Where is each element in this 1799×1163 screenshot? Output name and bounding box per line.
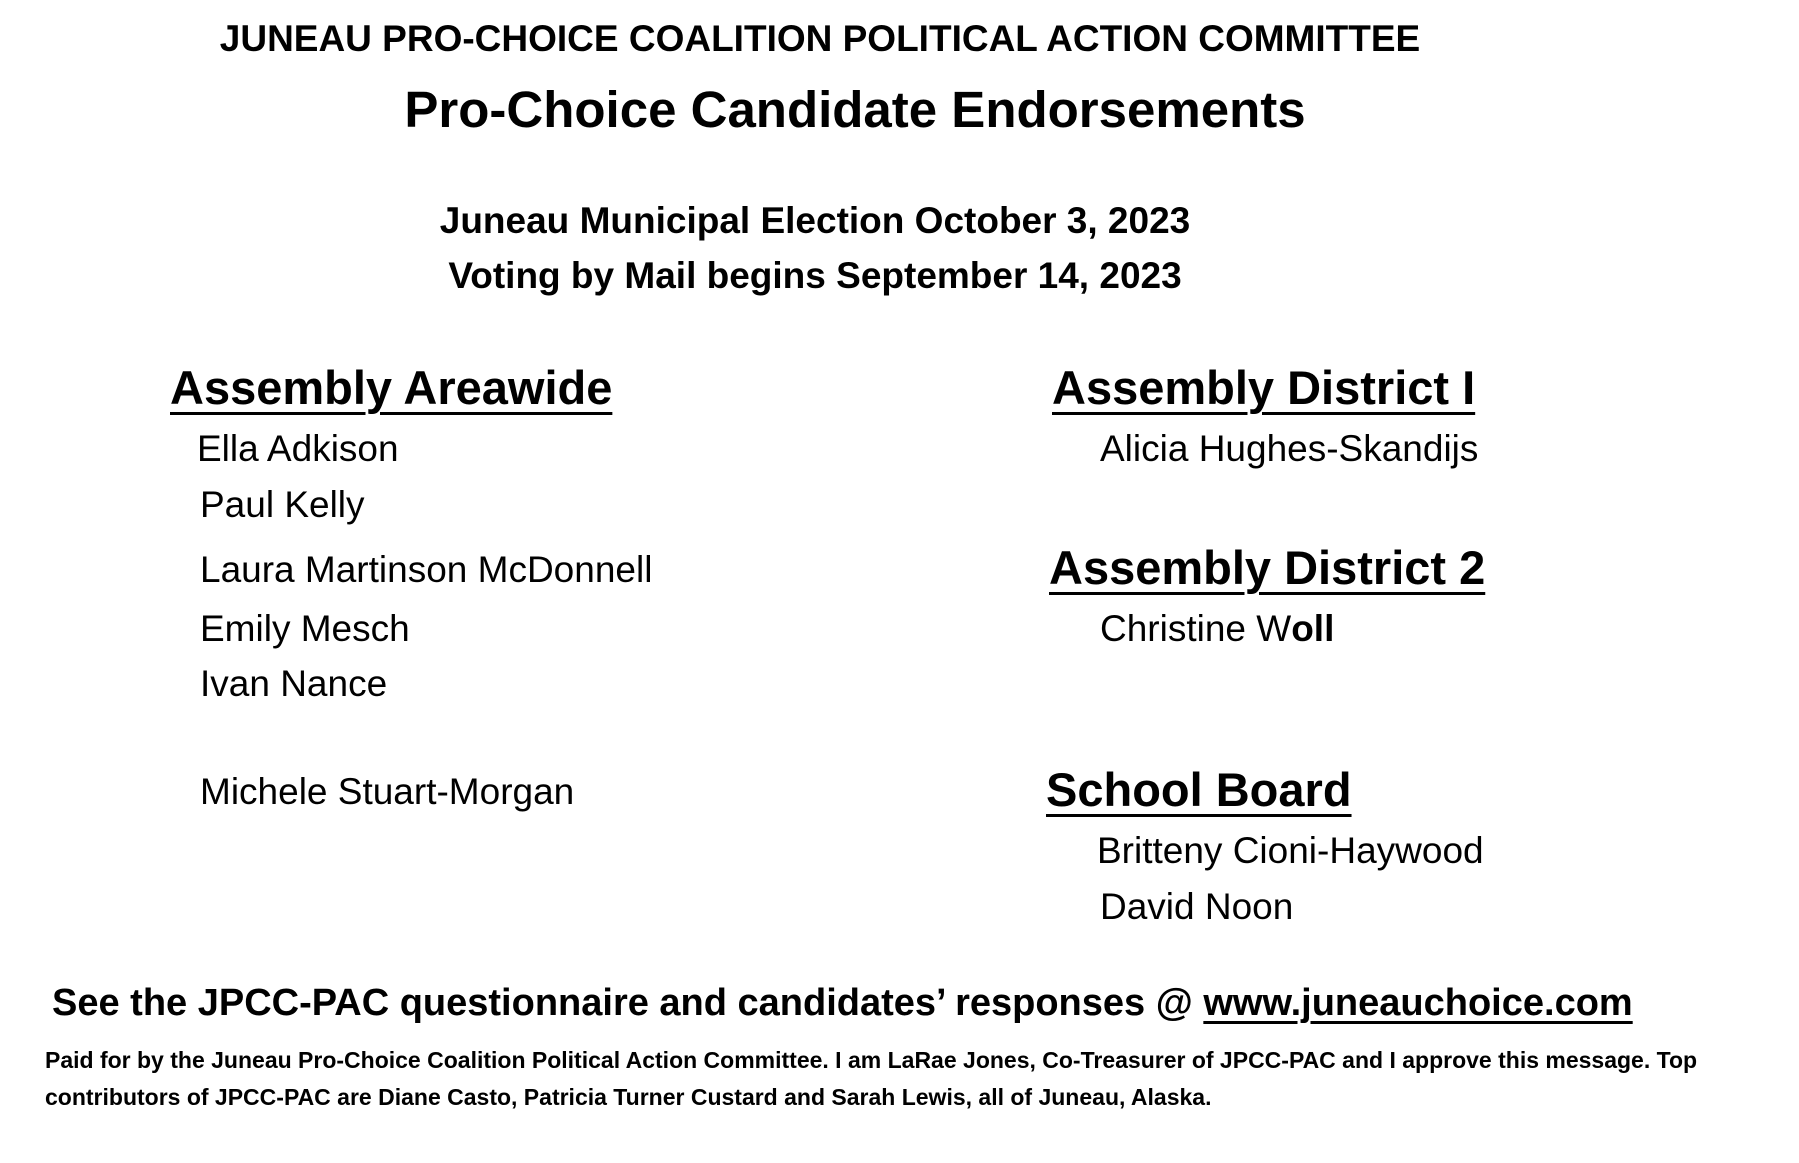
candidate-name-part: oll <box>1291 608 1335 649</box>
organization-name: JUNEAU PRO-CHOICE COALITION POLITICAL ACTION COMMITTEE <box>219 18 1421 59</box>
assembly-district-1-heading: Assembly District I <box>1052 361 1476 414</box>
candidate-name: Paul Kelly <box>200 484 365 525</box>
website-link[interactable]: www.juneauchoice.com <box>1203 982 1633 1024</box>
mail-voting-date: Voting by Mail begins September 14, 2023 <box>448 255 1182 296</box>
candidate-name: Ivan Nance <box>200 663 388 704</box>
candidate-name: Britteny Cioni-Haywood <box>1097 830 1484 871</box>
assembly-areawide-heading: Assembly Areawide <box>170 361 613 414</box>
school-board-heading: School Board <box>1046 763 1352 816</box>
candidate-name-part: Christine W <box>1100 608 1292 649</box>
candidate-name: Ella Adkison <box>197 428 399 469</box>
paid-for-disclaimer: Paid for by the Juneau Pro-Choice Coalition Political Action Committee. I am LaRae Jones, Co-Treasurer of JPCC-PAC and I approve this message. Top contributors of JPCC-PAC are Diane Casto, Patricia Turner Custard and Sarah Lewis, all of Juneau, Alaska. <box>45 1047 1698 1110</box>
questionnaire-line <box>52 982 1633 1025</box>
candidate-name: Michele Stuart-Morgan <box>200 771 575 812</box>
election-date: Juneau Municipal Election October 3, 2023 <box>439 200 1191 241</box>
questionnaire-text: See the JPCC-PAC questionnaire and candidates’ responses @ <box>52 982 1204 1024</box>
candidate-name: Emily Mesch <box>200 608 410 649</box>
assembly-district-2-heading: Assembly District 2 <box>1049 541 1486 594</box>
candidate-name: Alicia Hughes-Skandijs <box>1100 428 1479 469</box>
candidate-name: Laura Martinson McDonnell <box>200 549 653 590</box>
candidate-name: David Noon <box>1100 886 1294 927</box>
page-title: Pro-Choice Candidate Endorsements <box>404 81 1306 138</box>
candidate-name <box>1100 608 1334 650</box>
